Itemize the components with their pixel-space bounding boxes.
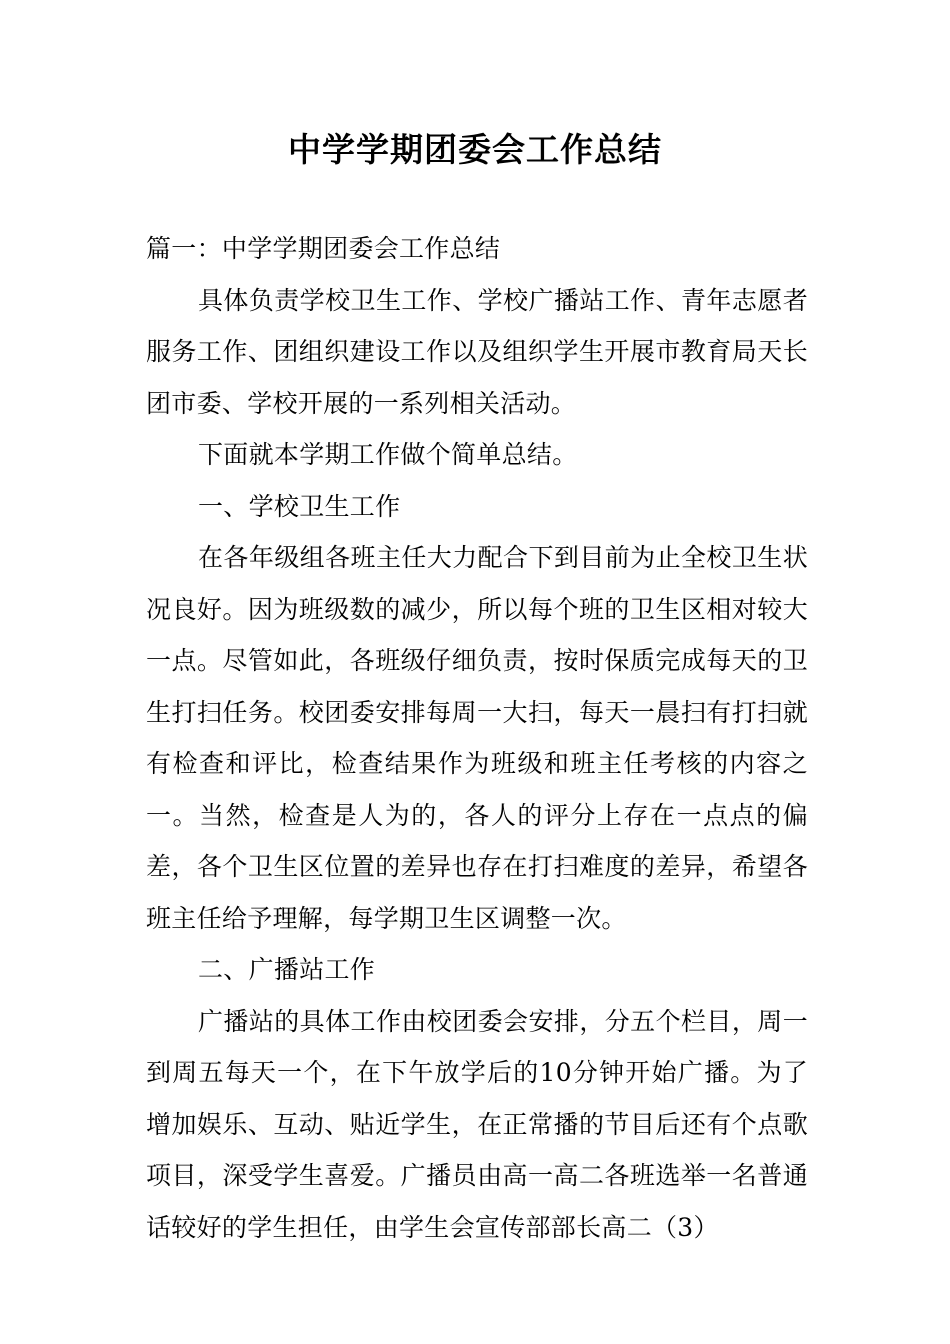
section-heading-part-one: 篇一：中学学期团委会工作总结 bbox=[146, 234, 501, 263]
paragraph-broadcast-work: 广播站的具体工作由校团委会安排，分五个栏目，周一到周五每天一个，在下午放学后的10分钟开始广播。为了增加娱乐、互动、贴近学生，在正常播的节目后还有个点歌项目，深受学生喜爱。广播员由高一高二各班选举一名普通话较好的学生担任，由学生会宣传部部长高二（3） bbox=[146, 1006, 808, 1242]
heading-broadcast-work: 二、广播站工作 bbox=[198, 955, 376, 984]
paragraph-responsibilities: 具体负责学校卫生工作、学校广播站工作、青年志愿者服务工作、团组织建设工作以及组织学生开展市教育局天长团市委、学校开展的一系列相关活动。 bbox=[146, 285, 808, 418]
heading-hygiene-work: 一、学校卫生工作 bbox=[198, 491, 401, 521]
document-body bbox=[146, 223, 808, 1253]
paragraph-summary-intro: 下面就本学期工作做个简单总结。 bbox=[198, 440, 578, 469]
paragraph-hygiene-work: 在各年级组各班主任大力配合下到目前为止全校卫生状况良好。因为班级数的减少，所以每个班的卫生区相对较大一点。尽管如此，各班级仔细负责，按时保质完成每天的卫生打扫任务。校团委安排每周一大扫，每天一晨扫有打扫就有检查和评比，检查结果作为班级和班主任考核的内容之一。当然，检查是人为的，各人的评分上存在一点点的偏差，各个卫生区位置的差异也存在打扫难度的差异，希望各班主任给予理解，每学期卫生区调整一次。 bbox=[146, 543, 808, 933]
document-title: 中学学期团委会工作总结 bbox=[288, 130, 662, 169]
